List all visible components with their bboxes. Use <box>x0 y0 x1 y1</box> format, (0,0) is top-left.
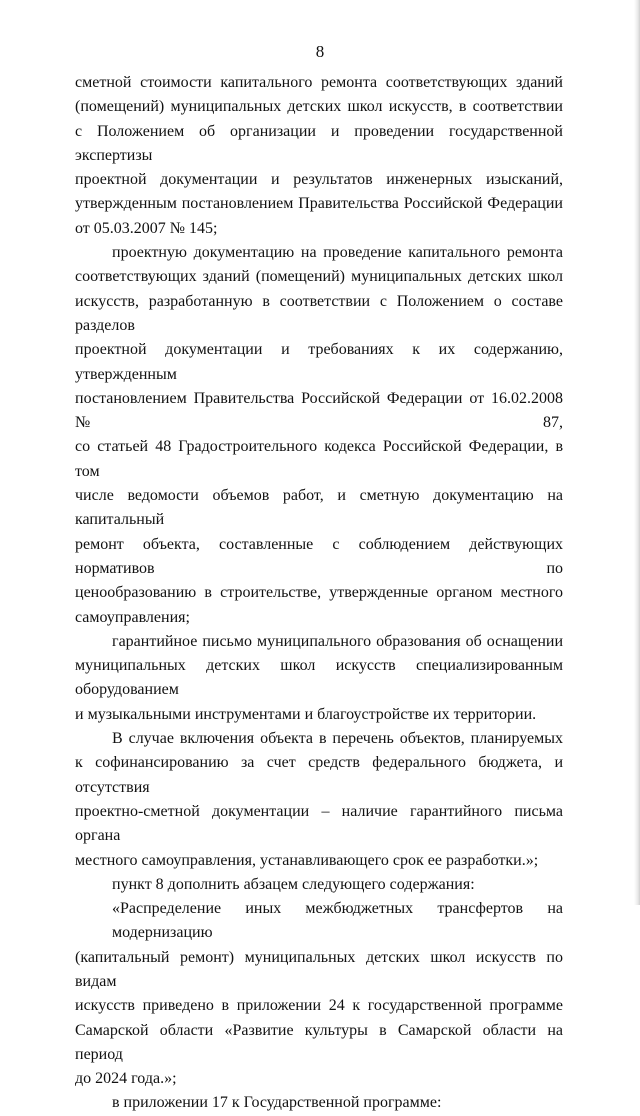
paragraph <box>75 1091 563 1115</box>
text-line: искусств приведено в приложении 24 к государственной программе <box>75 997 563 1015</box>
text-line: местного самоуправления, устанавливающего срок ее разработки.»; <box>75 851 539 869</box>
text-line: числе ведомости объемов работ, и сметную документацию на капитальный <box>75 487 563 529</box>
text-line: проектную документацию на проведение капитального ремонта <box>112 244 563 262</box>
text-line: до 2024 года.»; <box>75 1070 177 1088</box>
text-line: со статьей 48 Градостроительного кодекса Российской Федерации, в том <box>75 438 563 480</box>
text-line: постановлением Правительства Российской Федерации от 16.02.2008 № 87, <box>75 389 563 432</box>
scan-edge-shadow <box>634 0 640 905</box>
text-line: В случае включения объекта в перечень объектов, планируемых <box>112 730 563 748</box>
page-number: 8 <box>315 42 325 61</box>
text-line: искусств, разработанную в соответствии с Положением о составе разделов <box>75 292 563 334</box>
paragraph <box>75 241 563 630</box>
text-line: проектно-сметной документации – наличие гарантийного письма органа <box>75 802 563 845</box>
document-body <box>75 71 563 1116</box>
text-line: «Распределение иных межбюджетных трансфертов на модернизацию <box>112 900 563 942</box>
text-line: (помещений) муниципальных детских школ искусств, в соответствии <box>75 98 563 116</box>
text-line: в приложении 17 к Государственной программе: <box>112 1094 442 1112</box>
paragraph <box>75 727 563 873</box>
text-line: Самарской области «Развитие культуры в Самарской области на период <box>75 1021 563 1063</box>
text-line: соответствующих зданий (помещений) муниципальных детских школ <box>75 268 563 286</box>
text-line: от 05.03.2007 № 145; <box>75 219 218 237</box>
text-line: (капитальный ремонт) муниципальных детских школ искусств по видам <box>75 948 563 990</box>
paragraph <box>75 897 563 1091</box>
text-line: ценообразованию в строительстве, утвержденные органом местного <box>75 584 563 602</box>
paragraph <box>75 873 563 897</box>
text-line: сметной стоимости капитального ремонта соответствующих зданий <box>75 74 563 91</box>
text-line: с Положением об организации и проведении государственной экспертизы <box>75 122 563 164</box>
paragraph <box>75 71 563 241</box>
text-line: гарантийное письмо муниципального образования об оснащении <box>112 632 563 650</box>
text-line: ремонт объекта, составленные с соблюдением действующих нормативов по <box>75 535 563 577</box>
text-line: и музыкальными инструментами и благоустройстве их территории. <box>75 705 537 723</box>
text-line: к софинансированию за счет средств федерального бюджета, и отсутствия <box>75 754 563 796</box>
text-line: проектной документации и требованиях к их содержанию, утвержденным <box>75 341 563 383</box>
text-line: самоуправления; <box>75 608 190 626</box>
paragraph <box>75 630 563 727</box>
text-line: муниципальных детских школ искусств специализированным оборудованием <box>75 657 563 699</box>
text-line: проектной документации и результатов инженерных изысканий, <box>75 171 563 189</box>
text-line: пункт 8 дополнить абзацем следующего содержания: <box>112 875 475 893</box>
text-line: утвержденным постановлением Правительства Российской Федерации <box>75 195 563 213</box>
